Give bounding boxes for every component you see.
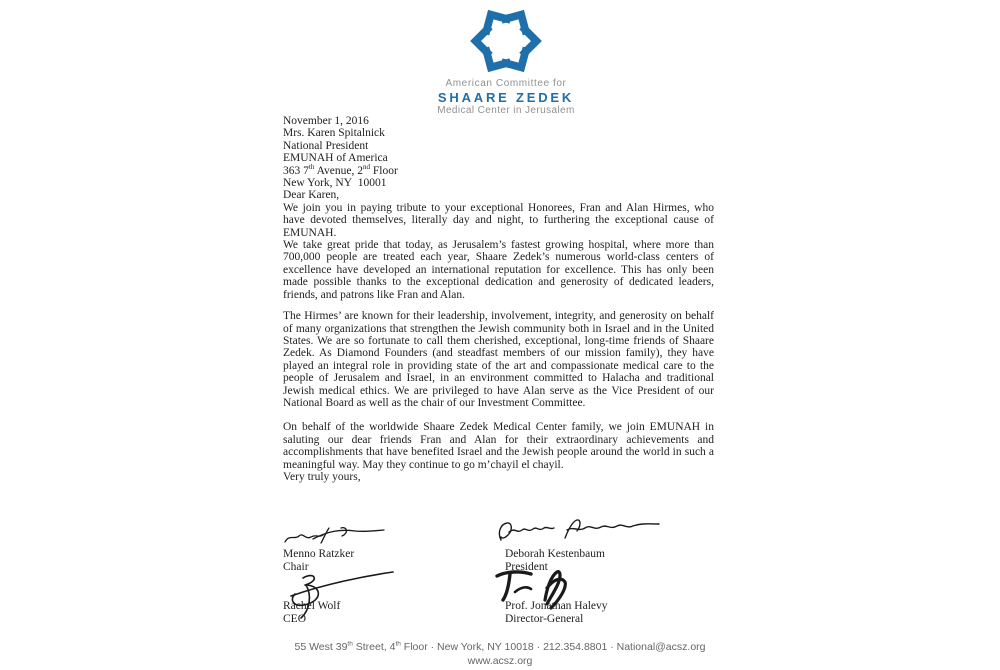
letter-date: November 1, 2016: [283, 115, 369, 127]
footer-superscript: th: [395, 640, 401, 648]
logo-name-line: SHAARE ZEDEK: [437, 90, 575, 105]
recipient-org: EMUNAH of America: [283, 152, 388, 165]
recipient-name: Mrs. Karen Spitalnick: [283, 127, 385, 140]
street-superscript: th: [308, 162, 315, 171]
signature-column-right: [505, 516, 740, 646]
recipient-title: National President: [283, 139, 369, 152]
signatory-name: Prof. Jonathan Halevy: [505, 600, 608, 612]
recipient-street: [283, 162, 714, 177]
paragraph-2: We take great pride that today, as Jerusalem’s fastest growing hospital, where more than 700,000 people are treated each year, Shaare Zedek’s numerous world-class centers of excellence have developed an international reputation for excellence. This has only been made possible thanks to the exceptional dedication and generosity of dedicated leaders, friends, and patrons like Fran and Alan.: [283, 239, 714, 301]
letter-footer: [0, 641, 1000, 668]
signatory-name: Menno Ratzker: [283, 548, 355, 560]
paragraph-4: On behalf of the worldwide Shaare Zedek Medical Center family, we join EMUNAH in saluting our dear friends Fran and Alan for their extraordinary achievements and accomplishments that have benefited Israel and the Jewish people around the world in such a meaningful way. May they continue to go m’chayil el chayil.: [283, 421, 714, 471]
logo-sub-line: Medical Center in Jerusalem: [437, 105, 575, 116]
recipient-city: New York, NY 10001: [283, 177, 387, 190]
recipient-address: [283, 127, 714, 189]
footer-part: Street, 4: [352, 641, 396, 653]
signatory-title: Director-General: [505, 613, 584, 625]
footer-address-line: [0, 641, 1000, 654]
signatory-title: President: [505, 561, 548, 573]
signatory-title: Chair: [283, 561, 309, 573]
signatory-name: Deborah Kestenbaum: [505, 548, 605, 560]
street-part: Avenue, 2: [314, 164, 363, 177]
paragraph-3: The Hirmes’ are known for their leadership, involvement, integrity, and generosity on behalf of many organizations that strengthen the Jewish community both in Israel and in the United States. We are so fortunate to call them cherished, exceptional, long-time friends of Shaare Zedek. As Diamond Founders (and steadfast members of our mission family), they have played an integral role in providing state of the art and compassionate medical care to the people of Jerusalem and Israel, in an environment committed to Halacha and traditional Jewish medical ethics. We are privileged to have Alan serve as the Vice President of our National Board as well as the chair of our Investment Committee.: [283, 310, 714, 409]
closing-line: Very truly yours,: [283, 470, 361, 483]
logo-org-line: American Committee for: [445, 78, 567, 89]
salutation: Dear Karen,: [283, 189, 340, 202]
street-superscript: nd: [362, 162, 370, 171]
street-part: Floor: [369, 164, 398, 177]
footer-part: 55 West 39: [294, 641, 348, 653]
signature-column-left: [283, 520, 498, 645]
letter-body: [283, 115, 714, 483]
footer-part: Floor · New York, NY 10018 · 212.354.8801 · National@acsz.org: [400, 641, 706, 653]
paragraph-1: We join you in paying tribute to your exceptional Honorees, Fran and Alan Hirmes, who have devoted themselves, literally day and night, to furthering the exceptional cause of EMUNAH.: [283, 201, 714, 239]
signatory-title: CEO: [283, 613, 306, 625]
deborah-kestenbaum-signature-icon: [495, 516, 663, 546]
footer-website: www.acsz.org: [467, 655, 533, 667]
signatory-name: Rachel Wolf: [283, 600, 341, 612]
shaare-zedek-star-icon: [467, 8, 545, 74]
letterhead: [6, 8, 1000, 117]
footer-superscript: th: [347, 640, 353, 648]
menno-ratzker-signature-icon: [283, 524, 388, 548]
street-part: 363 7: [283, 164, 309, 177]
